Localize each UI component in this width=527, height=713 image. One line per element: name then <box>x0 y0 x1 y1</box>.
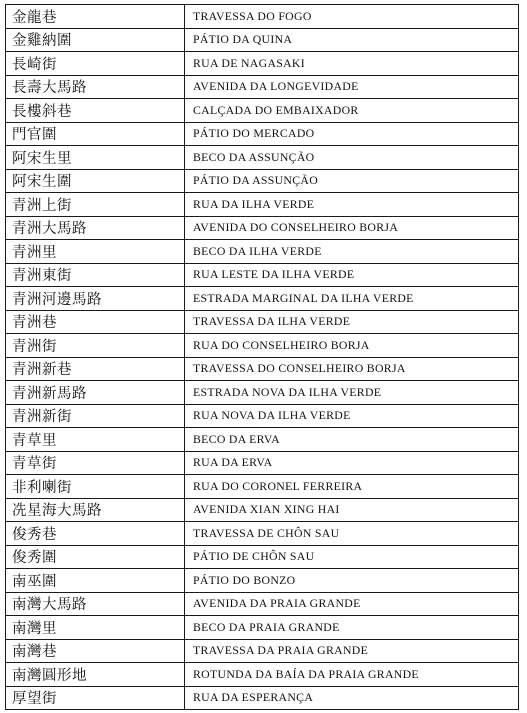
chinese-name-cell <box>6 404 185 428</box>
portuguese-name-text: RUA DO CONSELHEIRO BORJA <box>193 337 370 352</box>
table-row <box>6 545 519 569</box>
portuguese-name-text: PÁTIO DO BONZO <box>193 572 296 587</box>
table-row <box>6 498 519 522</box>
table-row <box>6 169 519 193</box>
chinese-name-cell <box>6 357 185 381</box>
portuguese-name-cell <box>185 404 519 428</box>
portuguese-name-text: TRAVESSA DE CHÔN SAU <box>193 525 340 540</box>
portuguese-name-text: AVENIDA DO CONSELHEIRO BORJA <box>193 220 399 235</box>
table-row <box>6 240 519 264</box>
portuguese-name-cell <box>185 99 519 123</box>
chinese-name-cell <box>6 263 185 287</box>
portuguese-name-cell <box>185 216 519 240</box>
chinese-name-text: 非利喇街 <box>12 479 72 496</box>
chinese-name-cell <box>6 451 185 475</box>
chinese-name-cell <box>6 169 185 193</box>
chinese-name-cell <box>6 52 185 76</box>
portuguese-name-cell <box>185 686 519 710</box>
table-row <box>6 616 519 640</box>
portuguese-name-text: ROTUNDA DA BAÍA DA PRAIA GRANDE <box>193 666 419 681</box>
table-row <box>6 663 519 687</box>
chinese-name-text: 青草街 <box>12 456 57 473</box>
table-row <box>6 381 519 405</box>
chinese-name-cell <box>6 639 185 663</box>
chinese-name-text: 南巫圍 <box>12 573 57 590</box>
portuguese-name-text: PÁTIO DA ASSUNÇÃO <box>193 173 319 188</box>
chinese-name-text: 青洲東街 <box>12 268 72 285</box>
chinese-name-cell <box>6 686 185 710</box>
chinese-name-text: 金雞納圍 <box>12 33 72 50</box>
portuguese-name-text: BECO DA ASSUNÇÃO <box>193 149 315 164</box>
chinese-name-text: 青洲新巷 <box>12 362 72 379</box>
chinese-name-cell <box>6 310 185 334</box>
table-row <box>6 99 519 123</box>
portuguese-name-text: ESTRADA MARGINAL DA ILHA VERDE <box>193 290 414 305</box>
chinese-name-text: 青洲河邊馬路 <box>12 291 102 308</box>
chinese-name-cell <box>6 498 185 522</box>
portuguese-name-text: RUA DO CORONEL FERREIRA <box>193 478 363 493</box>
portuguese-name-cell <box>185 240 519 264</box>
portuguese-name-text: TRAVESSA DO FOGO <box>193 8 312 23</box>
chinese-name-cell <box>6 428 185 452</box>
portuguese-name-cell <box>185 616 519 640</box>
chinese-name-cell <box>6 122 185 146</box>
table-row <box>6 75 519 99</box>
chinese-name-cell <box>6 569 185 593</box>
table-row <box>6 522 519 546</box>
table-row <box>6 404 519 428</box>
portuguese-name-text: AVENIDA DA PRAIA GRANDE <box>193 596 361 611</box>
chinese-name-text: 長崎街 <box>12 56 57 73</box>
portuguese-name-cell <box>185 522 519 546</box>
portuguese-name-text: PÁTIO DA QUINA <box>193 32 293 47</box>
portuguese-name-text: TRAVESSA DA PRAIA GRANDE <box>193 643 369 658</box>
chinese-name-text: 南灣圓形地 <box>12 667 87 684</box>
chinese-name-text: 冼星海大馬路 <box>12 503 102 520</box>
chinese-name-cell <box>6 193 185 217</box>
table-row <box>6 451 519 475</box>
portuguese-name-cell <box>185 381 519 405</box>
portuguese-name-text: RUA DE NAGASAKI <box>193 55 305 70</box>
table-row <box>6 569 519 593</box>
chinese-name-text: 門官圍 <box>12 127 57 144</box>
portuguese-name-cell <box>185 5 519 29</box>
table-row <box>6 686 519 710</box>
chinese-name-cell <box>6 99 185 123</box>
chinese-name-text: 阿宋生圍 <box>12 174 72 191</box>
portuguese-name-cell <box>185 52 519 76</box>
chinese-name-text: 青洲上街 <box>12 197 72 214</box>
portuguese-name-cell <box>185 498 519 522</box>
chinese-name-text: 南灣巷 <box>12 644 57 661</box>
portuguese-name-cell <box>185 639 519 663</box>
chinese-name-text: 厚望街 <box>12 691 57 708</box>
portuguese-name-cell <box>185 193 519 217</box>
portuguese-name-cell <box>185 146 519 170</box>
portuguese-name-cell <box>185 569 519 593</box>
portuguese-name-text: CALÇADA DO EMBAIXADOR <box>193 102 359 117</box>
portuguese-name-text: BECO DA ERVA <box>193 431 280 446</box>
table-row <box>6 287 519 311</box>
street-name-sheet <box>5 4 519 708</box>
table-row <box>6 639 519 663</box>
portuguese-name-cell <box>185 592 519 616</box>
chinese-name-text: 長壽大馬路 <box>12 80 87 97</box>
portuguese-name-cell <box>185 122 519 146</box>
table-row <box>6 263 519 287</box>
portuguese-name-text: ESTRADA NOVA DA ILHA VERDE <box>193 384 382 399</box>
chinese-name-text: 青洲街 <box>12 338 57 355</box>
chinese-name-cell <box>6 240 185 264</box>
chinese-name-text: 俊秀圍 <box>12 550 57 567</box>
table-body <box>6 5 519 710</box>
portuguese-name-text: PÁTIO DE CHÔN SAU <box>193 549 315 564</box>
chinese-name-text: 青洲里 <box>12 244 57 261</box>
chinese-name-cell <box>6 334 185 358</box>
chinese-name-cell <box>6 287 185 311</box>
portuguese-name-text: PÁTIO DO MERCADO <box>193 126 315 141</box>
table-row <box>6 334 519 358</box>
chinese-name-cell <box>6 381 185 405</box>
chinese-name-text: 南灣大馬路 <box>12 597 87 614</box>
portuguese-name-cell <box>185 357 519 381</box>
portuguese-name-text: BECO DA PRAIA GRANDE <box>193 619 340 634</box>
table-row <box>6 52 519 76</box>
table-row <box>6 5 519 29</box>
table-row <box>6 28 519 52</box>
chinese-name-text: 青洲新街 <box>12 409 72 426</box>
table-row <box>6 475 519 499</box>
table-row <box>6 357 519 381</box>
portuguese-name-text: BECO DA ILHA VERDE <box>193 243 322 258</box>
portuguese-name-cell <box>185 310 519 334</box>
portuguese-name-text: AVENIDA XIAN XING HAI <box>193 502 340 517</box>
portuguese-name-cell <box>185 334 519 358</box>
portuguese-name-cell <box>185 28 519 52</box>
chinese-name-cell <box>6 522 185 546</box>
chinese-name-cell <box>6 5 185 29</box>
portuguese-name-cell <box>185 75 519 99</box>
portuguese-name-cell <box>185 428 519 452</box>
portuguese-name-text: RUA NOVA DA ILHA VERDE <box>193 408 351 423</box>
chinese-name-text: 俊秀巷 <box>12 526 57 543</box>
chinese-name-text: 金龍巷 <box>12 9 57 26</box>
table-row <box>6 193 519 217</box>
table-row <box>6 122 519 146</box>
street-name-table <box>5 4 519 710</box>
chinese-name-text: 青草里 <box>12 432 57 449</box>
table-row <box>6 310 519 334</box>
chinese-name-cell <box>6 216 185 240</box>
table-row <box>6 428 519 452</box>
portuguese-name-text: TRAVESSA DO CONSELHEIRO BORJA <box>193 361 406 376</box>
chinese-name-cell <box>6 663 185 687</box>
chinese-name-cell <box>6 146 185 170</box>
chinese-name-text: 青洲大馬路 <box>12 221 87 238</box>
chinese-name-text: 南灣里 <box>12 620 57 637</box>
table-row <box>6 216 519 240</box>
portuguese-name-text: RUA DA ERVA <box>193 455 273 470</box>
portuguese-name-cell <box>185 263 519 287</box>
table-row <box>6 592 519 616</box>
portuguese-name-cell <box>185 451 519 475</box>
chinese-name-text: 長樓斜巷 <box>12 103 72 120</box>
table-row <box>6 146 519 170</box>
chinese-name-cell <box>6 592 185 616</box>
chinese-name-cell <box>6 75 185 99</box>
portuguese-name-text: AVENIDA DA LONGEVIDADE <box>193 79 359 94</box>
portuguese-name-text: TRAVESSA DA ILHA VERDE <box>193 314 351 329</box>
portuguese-name-cell <box>185 545 519 569</box>
chinese-name-text: 青洲新馬路 <box>12 385 87 402</box>
chinese-name-cell <box>6 545 185 569</box>
portuguese-name-cell <box>185 663 519 687</box>
chinese-name-cell <box>6 475 185 499</box>
chinese-name-text: 青洲巷 <box>12 315 57 332</box>
portuguese-name-text: RUA LESTE DA ILHA VERDE <box>193 267 355 282</box>
portuguese-name-text: RUA DA ESPERANÇA <box>193 690 314 705</box>
chinese-name-text: 阿宋生里 <box>12 150 72 167</box>
portuguese-name-text: RUA DA ILHA VERDE <box>193 196 315 211</box>
chinese-name-cell <box>6 28 185 52</box>
chinese-name-cell <box>6 616 185 640</box>
portuguese-name-cell <box>185 287 519 311</box>
portuguese-name-cell <box>185 475 519 499</box>
portuguese-name-cell <box>185 169 519 193</box>
